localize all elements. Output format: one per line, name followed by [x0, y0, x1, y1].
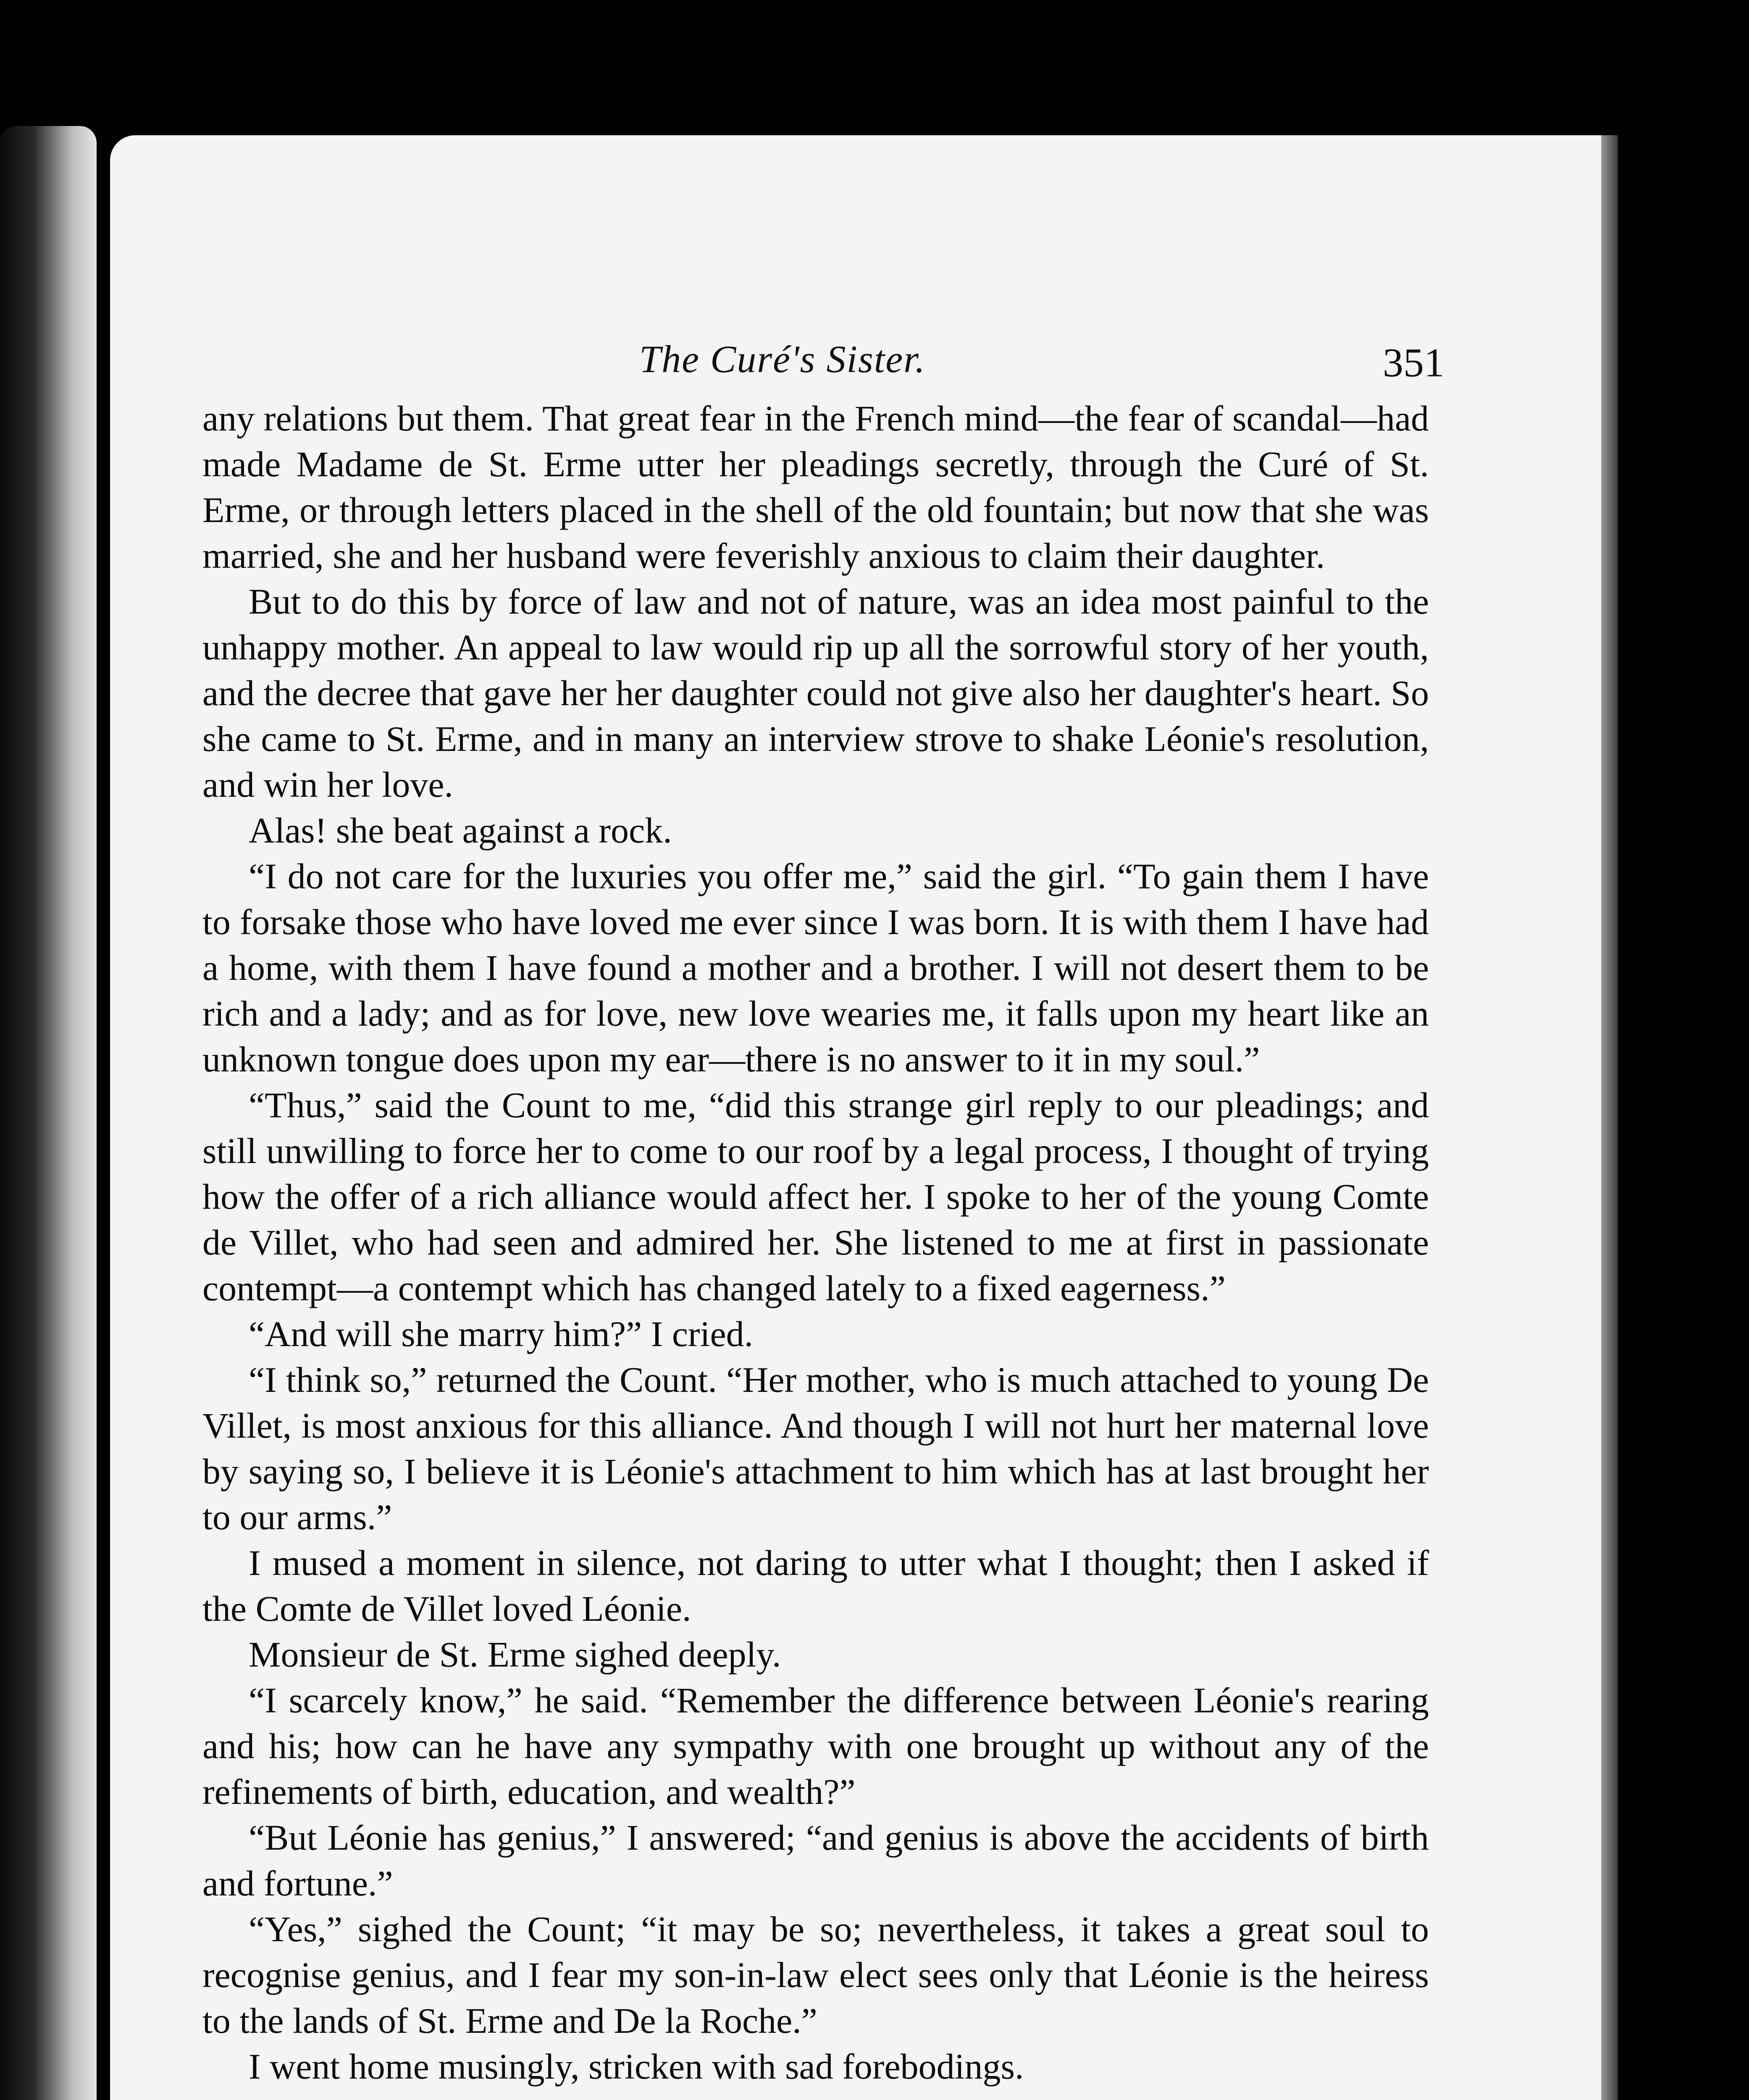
book-page: [110, 135, 1601, 2100]
paragraph: Alas! she beat against a rock.: [249, 810, 672, 850]
facing-page-edge: [0, 126, 97, 2100]
paragraph: I went home musingly, stricken with sad forebodings.: [249, 2046, 1024, 2087]
page-header: [110, 312, 1601, 396]
page-edge-shadow: [1601, 135, 1618, 2100]
paragraph: any relations but them. That great fear in the French mind—the fear of scandal—had made Madame de St. Erme utter her pleadings secretly, through the Curé of St. Erme, or through letters placed in the shell of the old fountain; but now that she was married, she and her husband were feverishly anxious to claim their daughter.: [202, 398, 1429, 576]
paragraph: “Thus,” said the Count to me, “did this strange girl reply to our pleadings; and still unwilling to force her to come to our roof by a legal process, I thought of trying how the offer of a rich alliance would affect her. I spoke to her of the young Comte de Villet, who had seen and admired her. She listened to me at first in passionate contempt—a contempt which has changed lately to a fixed eagerness.”: [202, 1085, 1429, 1308]
paragraph: “I scarcely know,” he said. “Remember the difference between Léonie's rearing and his; how can he have any sympathy with one brought up without any of the refinements of birth, education, and wealth?”: [202, 1680, 1429, 1812]
paragraph: I mused a moment in silence, not daring to utter what I thought; then I asked if the Comte de Villet loved Léonie.: [202, 1543, 1429, 1629]
body-text: [202, 396, 1429, 2090]
running-head: The Curé's Sister.: [639, 338, 926, 381]
paragraph: “I do not care for the luxuries you offer me,” said the girl. “To gain them I have to forsake those who have loved me ever since I was born. It is with them I have had a home, with them I have found a mother and a brother. I will not desert them to be rich and a lady; and as for love, new love wearies me, it falls upon my heart like an unknown tongue does upon my ear—there is no answer to it in my soul.”: [202, 856, 1429, 1079]
paragraph: “And will she marry him?” I cried.: [249, 1314, 754, 1354]
paragraph: Monsieur de St. Erme sighed deeply.: [249, 1634, 781, 1675]
paragraph: “Yes,” sighed the Count; “it may be so; nevertheless, it takes a great soul to recognise genius, and I fear my son-in-law elect sees only that Léonie is the heiress to the lands of St. Erme and De la Roche.”: [202, 1909, 1429, 2041]
paragraph: “But Léonie has genius,” I answered; “and genius is above the accidents of birth and fortune.”: [202, 1817, 1429, 1903]
page-number: 351: [1383, 340, 1444, 386]
paragraph: “I think so,” returned the Count. “Her mother, who is much attached to young De Villet, is most anxious for this alliance. And though I will not hurt her maternal love by saying so, I believe it is Léonie's attachment to him which has at last brought her to our arms.”: [202, 1360, 1429, 1537]
paragraph: But to do this by force of law and not of nature, was an idea most painful to the unhappy mother. An appeal to law would rip up all the sorrowful story of her youth, and the decree that gave her her daughter could not give also her daughter's heart. So she came to St. Erme, and in many an interview strove to shake Léonie's resolution, and win her love.: [202, 581, 1429, 805]
